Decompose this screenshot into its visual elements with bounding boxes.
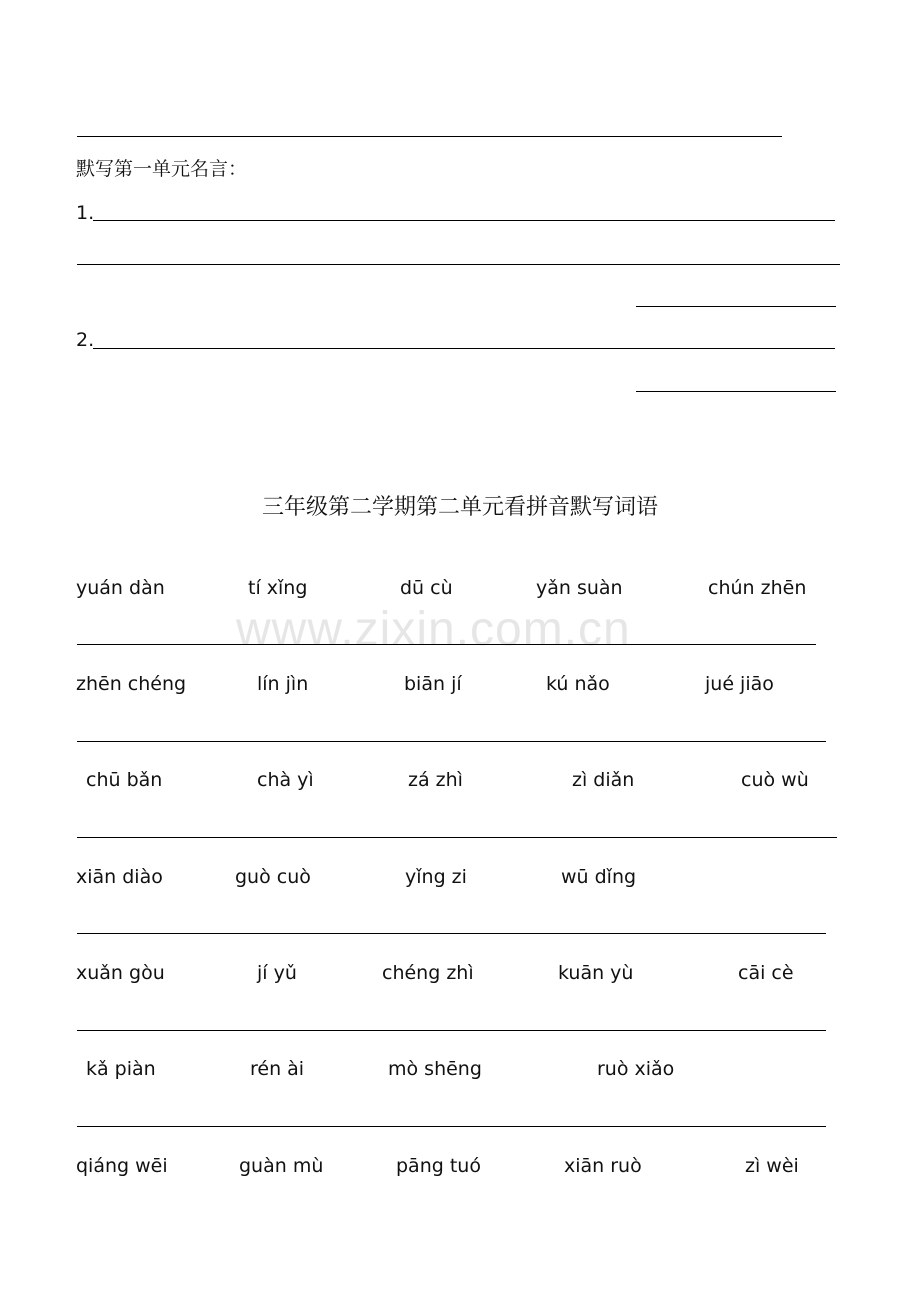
- pinyin-word: yǎn suàn: [536, 577, 623, 599]
- pinyin-word: qiáng wēi: [76, 1155, 168, 1177]
- answer-line: [77, 1126, 826, 1127]
- pinyin-word: jué jiāo: [705, 673, 774, 695]
- watermark: www.zixin.com.cn: [236, 603, 631, 656]
- pinyin-word: wū dǐng: [561, 866, 637, 888]
- pinyin-word: kuān yù: [558, 962, 634, 984]
- pinyin-word: rén ài: [250, 1058, 305, 1080]
- pinyin-word: guò cuò: [235, 866, 311, 888]
- pinyin-word: xuǎn gòu: [76, 962, 165, 984]
- pinyin-word: chéng zhì: [382, 962, 474, 984]
- answer-line: [77, 933, 826, 934]
- pinyin-word: jí yǔ: [257, 962, 297, 984]
- quote-item-2-number: 2.: [76, 329, 95, 351]
- answer-line: [77, 644, 816, 645]
- quote-1-line-a: [93, 220, 835, 221]
- answer-line: [77, 741, 826, 742]
- pinyin-word: yǐng zi: [405, 866, 467, 888]
- quote-2-line-a: [93, 348, 835, 349]
- pinyin-word: dū cù: [400, 577, 453, 599]
- pinyin-word: zhēn chéng: [76, 673, 187, 695]
- pinyin-word: mò shēng: [388, 1058, 482, 1080]
- pinyin-word: zì wèi: [745, 1155, 799, 1177]
- pinyin-word: yuán dàn: [76, 577, 165, 599]
- quote-1-line-b: [77, 264, 840, 265]
- quote-instruction: 默写第一单元名言：: [76, 158, 248, 180]
- pinyin-word: pāng tuó: [396, 1155, 481, 1177]
- pinyin-word: xiān ruò: [564, 1155, 642, 1177]
- pinyin-word: cuò wù: [741, 769, 809, 791]
- pinyin-word: kú nǎo: [546, 673, 610, 695]
- pinyin-word: chū bǎn: [86, 769, 163, 791]
- pinyin-word: kǎ piàn: [86, 1058, 156, 1080]
- quote-1-author-line: [636, 306, 836, 307]
- worksheet-title: 三年级第二学期第二单元看拼音默写词语: [261, 495, 658, 520]
- answer-line: [77, 837, 837, 838]
- pinyin-word: lín jìn: [257, 673, 309, 695]
- quote-2-author-line: [636, 391, 836, 392]
- pinyin-word: chún zhēn: [708, 577, 807, 599]
- answer-line-top: [77, 136, 782, 137]
- pinyin-word: zá zhì: [408, 769, 463, 791]
- pinyin-word: zì diǎn: [572, 769, 635, 791]
- pinyin-word: biān jí: [404, 673, 462, 695]
- pinyin-word: chà yì: [257, 769, 314, 791]
- pinyin-word: cāi cè: [738, 962, 794, 984]
- pinyin-word: tí xǐng: [248, 577, 308, 599]
- pinyin-word: ruò xiǎo: [597, 1058, 675, 1080]
- pinyin-word: guàn mù: [239, 1155, 324, 1177]
- answer-line: [77, 1030, 826, 1031]
- quote-item-1-number: 1.: [76, 202, 95, 224]
- pinyin-word: xiān diào: [76, 866, 163, 888]
